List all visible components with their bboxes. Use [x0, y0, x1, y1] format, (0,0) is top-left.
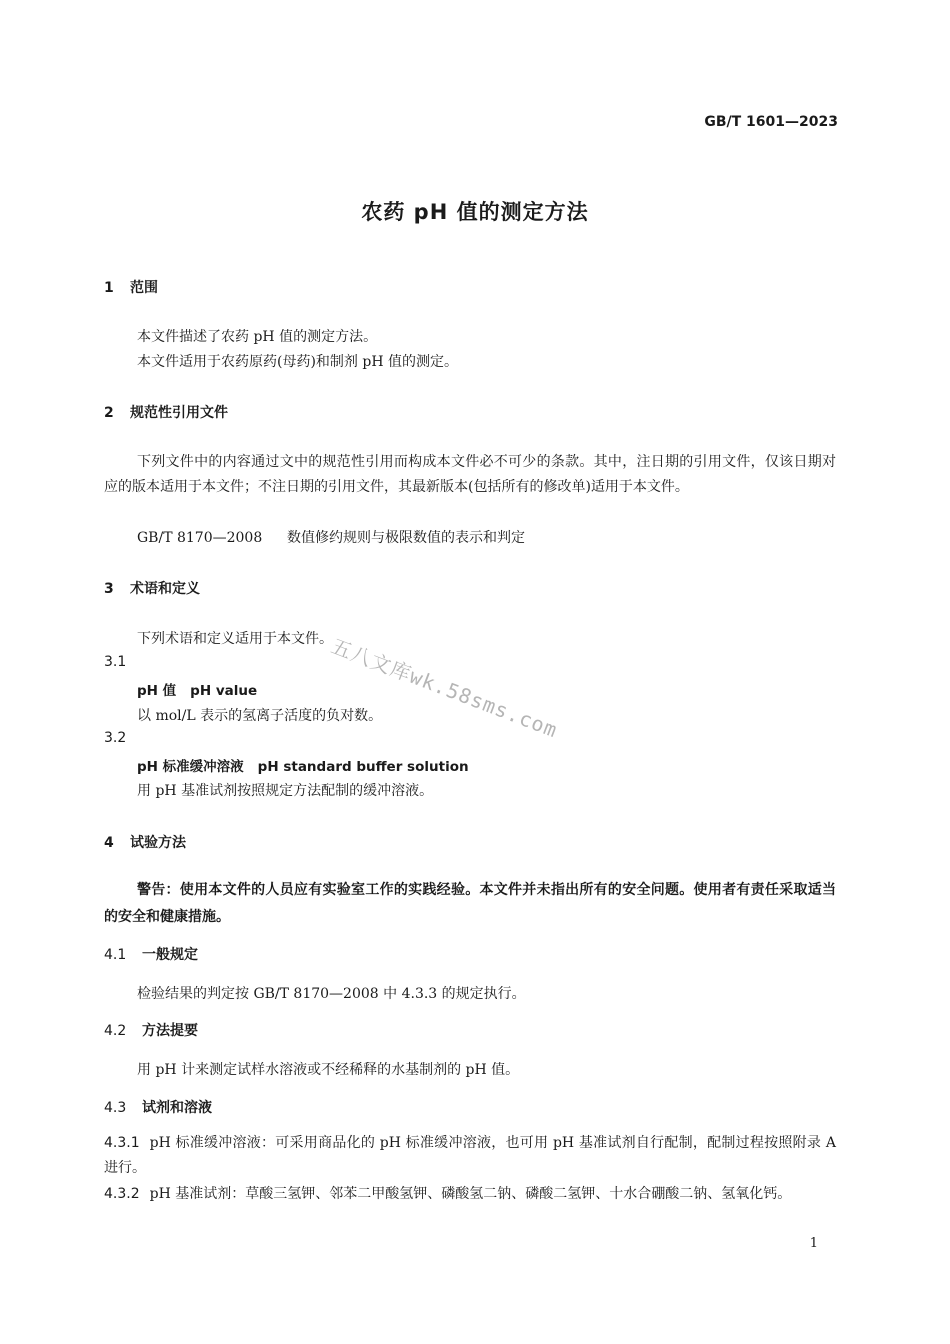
subsection-title: 试剂和溶液 [142, 1100, 212, 1116]
section-number: 1 [104, 280, 114, 296]
term-2-cn: pH 标准缓冲溶液 [137, 759, 244, 775]
section-number: 4 [104, 835, 114, 851]
clause-number: 4.3.2 [104, 1186, 140, 1202]
section-number: 2 [104, 405, 114, 421]
subsection-number: 4.1 [104, 947, 127, 963]
section-2-heading [104, 402, 228, 422]
reference-title: 数值修约规则与极限数值的表示和判定 [287, 530, 525, 546]
subsection-number: 4.3 [104, 1100, 127, 1116]
section-title: 试验方法 [130, 835, 186, 851]
clause-4-3-1 [104, 1131, 836, 1181]
term-1 [137, 679, 257, 699]
term-2-definition: 用 pH 基准试剂按照规定方法配制的缓冲溶液。 [137, 783, 434, 799]
clause-number: 4.3.1 [104, 1135, 140, 1151]
document-title: 农药 pH 值的测定方法 [361, 200, 589, 224]
section-4-heading [104, 832, 186, 852]
term-1-definition: 以 mol/L 表示的氢离子活度的负对数。 [137, 708, 383, 724]
subsection-title: 方法提要 [142, 1023, 198, 1039]
subsection-number: 4.2 [104, 1023, 127, 1039]
clause-text: pH 标准缓冲溶液：可采用商品化的 pH 标准缓冲溶液，也可用 pH 基准试剂自行配制，配制过程按照附录 A 进行。 [104, 1135, 836, 1176]
subsection-title: 一般规定 [142, 947, 198, 963]
term-2-en: pH standard buffer solution [257, 759, 469, 775]
term-1-en: pH value [190, 683, 258, 699]
watermark: 五八文库wk.58sms.com [327, 633, 562, 743]
reference-code: GB/T 8170—2008 [137, 530, 263, 546]
section-4-2-heading [104, 1020, 198, 1040]
section-title: 术语和定义 [130, 581, 200, 597]
section-1-paragraph-2: 本文件适用于农药原药(母药)和制剂 pH 值的测定。 [137, 354, 458, 370]
section-1-paragraph-1: 本文件描述了农药 pH 值的测定方法。 [137, 329, 378, 345]
section-1-heading [104, 277, 158, 297]
section-title: 规范性引用文件 [130, 405, 228, 421]
section-4-3-heading [104, 1097, 212, 1117]
section-4-2-paragraph: 用 pH 计来测定试样水溶液或不经稀释的水基制剂的 pH 值。 [137, 1062, 520, 1078]
section-title: 范围 [130, 280, 158, 296]
normative-reference [137, 527, 525, 547]
term-2-number: 3.2 [104, 730, 127, 746]
standard-number: GB/T 1601—2023 [704, 114, 838, 130]
term-1-cn: pH 值 [137, 683, 177, 699]
section-3-paragraph: 下列术语和定义适用于本文件。 [137, 631, 333, 647]
section-number: 3 [104, 581, 114, 597]
term-2 [137, 755, 469, 775]
section-4-1-heading [104, 944, 198, 964]
section-4-1-paragraph: 检验结果的判定按 GB/T 8170—2008 中 4.3.3 的规定执行。 [137, 986, 526, 1002]
term-1-number: 3.1 [104, 654, 127, 670]
page-number: 1 [809, 1236, 818, 1251]
clause-4-3-2 [104, 1182, 836, 1207]
warning-note: 警告：使用本文件的人员应有实验室工作的实践经验。本文件并未指出所有的安全问题。使用者有责任采取适当的安全和健康措施。 [104, 882, 836, 925]
section-2-paragraph: 下列文件中的内容通过文中的规范性引用而构成本文件必不可少的条款。其中，注日期的引用文件，仅该日期对应的版本适用于本文件；不注日期的引用文件，其最新版本(包括所有的修改单)适用于本文件。 [104, 454, 836, 495]
clause-text: pH 基准试剂：草酸三氢钾、邻苯二甲酸氢钾、磷酸氢二钠、磷酸二氢钾、十水合硼酸二钠、氢氧化钙。 [149, 1186, 792, 1202]
section-3-heading [104, 578, 200, 598]
